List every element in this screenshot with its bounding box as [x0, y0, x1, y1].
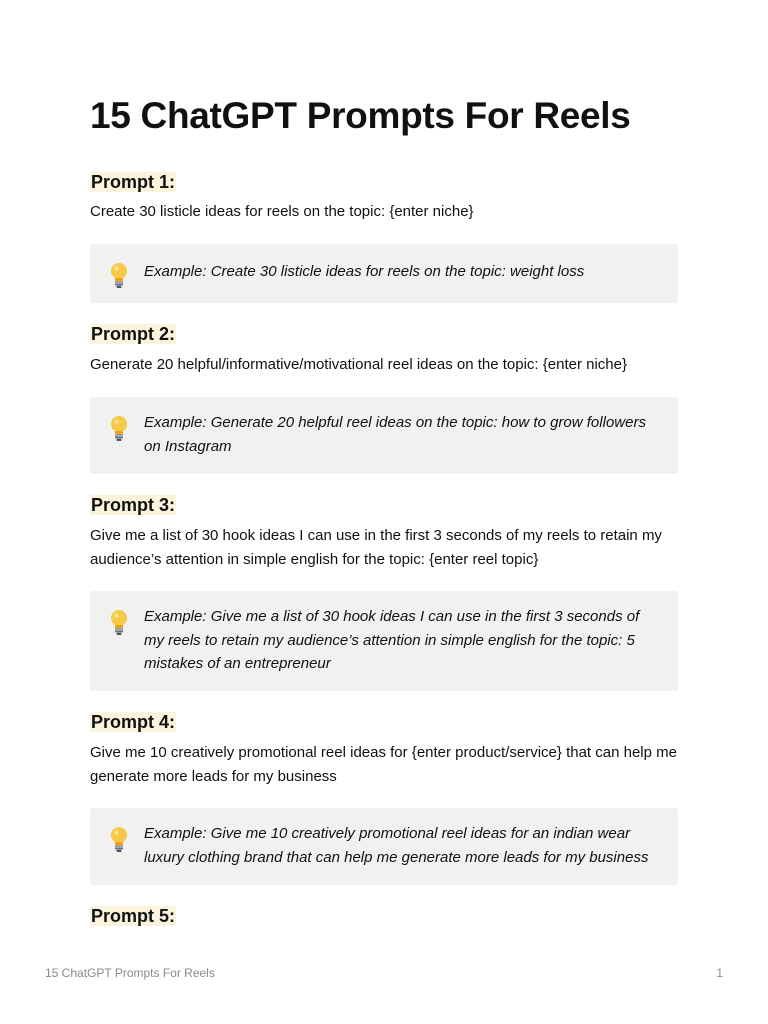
example-callout	[90, 244, 678, 303]
prompt-text: Give me 10 creatively promotional reel ideas for {enter product/service} that can help me generate more leads for my business	[90, 744, 677, 785]
prompt-text: Create 30 listicle ideas for reels on the topic: {enter niche}	[90, 203, 474, 220]
page-number: 1	[716, 966, 723, 980]
prompt-heading	[90, 494, 176, 516]
example-text: Example: Give me 10 creatively promotional reel ideas for an indian wear luxury clothing brand that can help me generate more leads for my business	[144, 825, 649, 866]
prompt-text: Give me a list of 30 hook ideas I can use in the first 3 seconds of my reels to retain my audience’s attention in simple english for the topic: {enter reel topic}	[90, 527, 662, 568]
example-callout	[90, 397, 678, 474]
prompt-heading	[90, 905, 176, 927]
prompt-heading	[90, 171, 176, 193]
prompt-heading-label: Prompt 2:	[91, 324, 176, 344]
example-text: Example: Generate 20 helpful reel ideas on the topic: how to grow followers on Instagram	[144, 414, 646, 455]
prompt-heading-label: Prompt 5:	[91, 906, 176, 926]
light-bulb-icon	[106, 825, 132, 855]
example-callout	[90, 591, 678, 691]
prompt-text: Generate 20 helpful/informative/motivational reel ideas on the topic: {enter niche}	[90, 356, 627, 373]
prompt-heading-label: Prompt 3:	[91, 495, 176, 515]
example-text: Example: Give me a list of 30 hook ideas I can use in the first 3 seconds of my reels to retain my audience’s attention in simple english for the topic: 5 mistakes of an entrepreneur	[144, 608, 640, 672]
light-bulb-icon	[106, 261, 132, 291]
prompt-heading	[90, 323, 176, 345]
example-callout	[90, 808, 678, 885]
example-text: Example: Create 30 listicle ideas for reels on the topic: weight loss	[144, 263, 585, 280]
page-title: 15 ChatGPT Prompts For Reels	[90, 95, 631, 136]
prompt-heading-label: Prompt 4:	[91, 712, 176, 732]
prompt-heading	[90, 711, 176, 733]
light-bulb-icon	[106, 608, 132, 638]
light-bulb-icon	[106, 414, 132, 444]
footer-title: 15 ChatGPT Prompts For Reels	[45, 966, 215, 980]
prompt-heading-label: Prompt 1:	[91, 172, 176, 192]
